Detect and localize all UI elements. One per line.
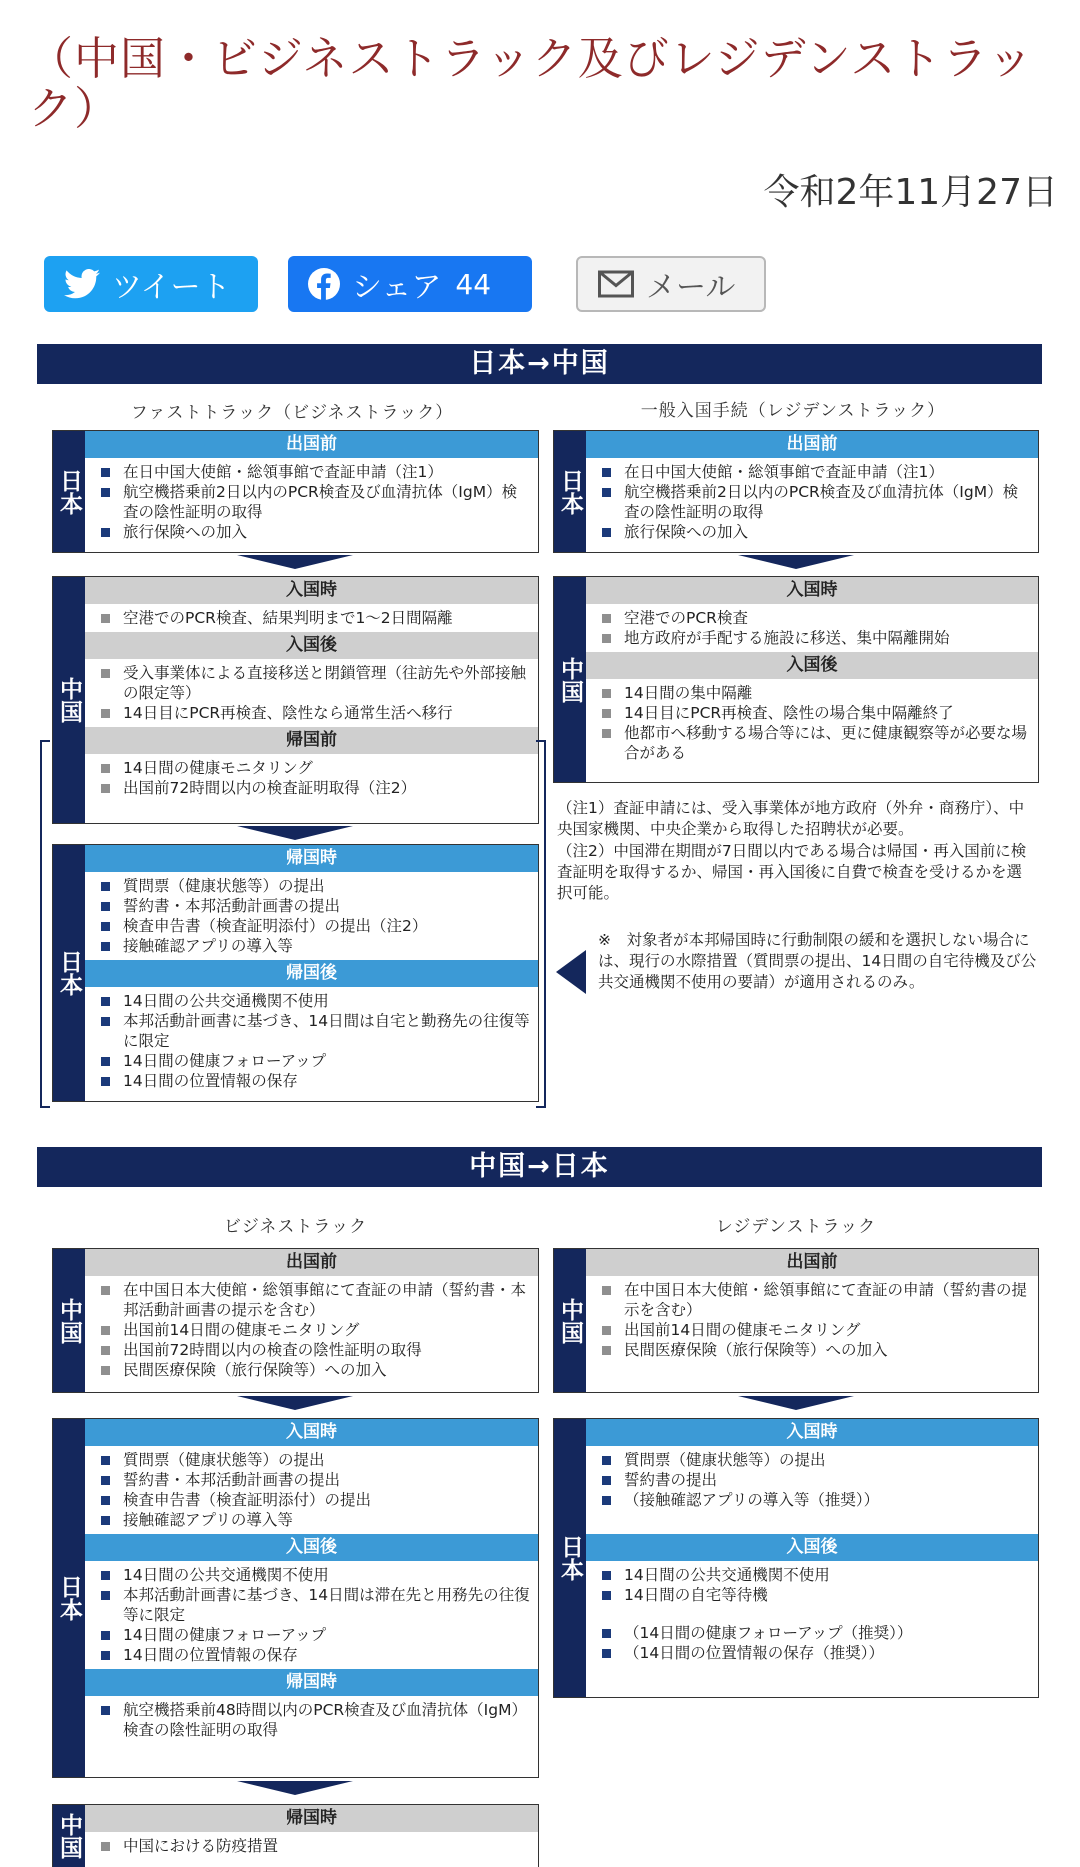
list-item: 誓約書・本邦活動計画書の提出: [99, 1470, 532, 1490]
side-label: 中国: [53, 577, 85, 823]
side-label: 中国: [554, 1249, 586, 1392]
section-header: 帰国時: [85, 845, 538, 872]
cj-right-china-before: [553, 1248, 1039, 1393]
section-header: 帰国時: [85, 1669, 538, 1696]
list-item: 誓約書・本邦活動計画書の提出: [99, 896, 532, 916]
list-item: 本邦活動計画書に基づき、14日間は滞在先と用務先の往復等に限定: [99, 1585, 532, 1625]
list-item: 質問票（健康状態等）の提出: [99, 1450, 532, 1470]
list-item: 出国前14日間の健康モニタリング: [99, 1320, 532, 1340]
list-item: 接触確認アプリの導入等: [99, 936, 532, 956]
list-item: 地方政府が手配する施設に移送、集中隔離開始: [600, 628, 1032, 648]
list-item: 旅行保険への加入: [600, 522, 1032, 542]
section-header: 出国前: [586, 431, 1038, 458]
list-item: 在日中国大使館・総領事館で査証申請（注1）: [600, 462, 1032, 482]
section-header: 入国時: [85, 1419, 538, 1446]
facebook-icon: [308, 268, 340, 300]
side-label: 日本: [53, 1419, 85, 1777]
remark: ※ 対象者が本邦帰国時に行動制限の緩和を選択しない場合には、現行の水際措置（質問票の提出、14日間の自宅待機及び公共交通機関不使用の要請）が適用されるのみ。: [598, 931, 1037, 991]
section-header: 入国後: [586, 652, 1038, 679]
list-item: 航空機搭乗前2日以内のPCR検査及び血清抗体（IgM）検査の陰性証明の取得: [99, 482, 532, 522]
mail-label: メール: [646, 270, 736, 305]
section-header: 入国後: [586, 1534, 1038, 1561]
facebook-share-button[interactable]: [288, 256, 532, 312]
list-item: 本邦活動計画書に基づき、14日間は自宅と勤務先の往復等に限定: [99, 1011, 532, 1051]
list-item: 14日間の公共交通機関不使用: [99, 1565, 532, 1585]
list-item: 14日間の位置情報の保存: [99, 1645, 532, 1665]
column-head-fast-track: ファストトラック（ビジネストラック）: [130, 403, 454, 423]
section-header: 帰国前: [85, 727, 538, 754]
list-item: 14日間の位置情報の保存: [99, 1071, 532, 1091]
list-item: 14日間の健康モニタリング: [99, 758, 532, 778]
section-header: 出国前: [85, 431, 538, 458]
list-item: 検査申告書（検査証明添付）の提出（注2）: [99, 916, 532, 936]
list-item: 14日間の公共交通機関不使用: [600, 1565, 1032, 1585]
section-header: 入国時: [586, 1419, 1038, 1446]
list-item: 民間医療保険（旅行保険等）への加入: [99, 1360, 532, 1380]
flow-arrow: [738, 555, 854, 569]
mail-button[interactable]: [576, 256, 766, 312]
flow-arrow: [237, 1781, 353, 1795]
jc-right-china: [553, 576, 1039, 783]
list-item: 在中国日本大使館・総領事館にて査証の申請（誓約書の提示を含む）: [600, 1280, 1032, 1320]
tweet-button[interactable]: [44, 256, 258, 312]
jc-left-china: [52, 576, 539, 824]
list-item: 空港でのPCR検査、結果判明まで1～2日間隔離: [99, 608, 532, 628]
list-item: 検査申告書（検査証明添付）の提出: [99, 1490, 532, 1510]
list-item: 14日目にPCR再検査、陰性の場合集中隔離終了: [600, 703, 1032, 723]
column-head-business-track: ビジネストラック: [223, 1217, 368, 1237]
side-label: 中国: [53, 1805, 85, 1867]
list-item: （接触確認アプリの導入等（推奨））: [600, 1490, 1032, 1510]
list-item: 質問票（健康状態等）の提出: [600, 1450, 1032, 1470]
list-item: 在中国日本大使館・総領事館にて査証の申請（誓約書・本邦活動計画書の提示を含む）: [99, 1280, 532, 1320]
list-item: 空港でのPCR検査: [600, 608, 1032, 628]
list-item: 中国における防疫措置: [99, 1836, 532, 1856]
section-header: 入国後: [85, 632, 538, 659]
section-header: 帰国後: [85, 960, 538, 987]
list-item: （14日間の位置情報の保存（推奨））: [600, 1643, 1032, 1663]
list-item: 受入事業体による直接移送と閉鎖管理（往訪先や外部接触の限定等）: [99, 663, 532, 703]
section-header: 入国時: [85, 577, 538, 604]
jc-left-japan-return: [52, 844, 539, 1102]
flow-arrow: [237, 826, 353, 840]
cj-left-china-return: [52, 1804, 539, 1867]
list-item: 14日間の自宅等待機: [600, 1585, 1032, 1605]
list-item: 14日間の集中隔離: [600, 683, 1032, 703]
side-label: 中国: [554, 577, 586, 782]
list-item: 質問票（健康状態等）の提出: [99, 876, 532, 896]
side-label: 中国: [53, 1249, 85, 1392]
flow-arrow: [738, 1396, 854, 1410]
footnote-1: （注1）査証申請には、受入事業体が地方政府（外弁・商務庁）、中央国家機関、中央企業から取得した招聘状が必要。: [557, 799, 1025, 838]
list-item: 他都市へ移動する場合等には、更に健康観察等が必要な場合がある: [600, 723, 1032, 763]
footnotes: [557, 798, 1037, 905]
list-item: （14日間の健康フォローアップ（推奨））: [600, 1623, 1032, 1643]
section-header: 入国後: [85, 1534, 538, 1561]
page-title: （中国・ビジネストラック及びレジデンストラック）: [28, 32, 1034, 135]
jc-left-japan-before: [52, 430, 539, 553]
bracket-right: [536, 740, 546, 1108]
cj-left-china-before: [52, 1248, 539, 1393]
list-item: 出国前72時間以内の検査証明取得（注2）: [99, 778, 532, 798]
list-item: 接触確認アプリの導入等: [99, 1510, 532, 1530]
section-banner-jp-to-cn: 日本→中国: [37, 344, 1042, 384]
list-item: 14日目にPCR再検査、陰性なら通常生活へ移行: [99, 703, 532, 723]
column-head-residence-track: 一般入国手続（レジデンストラック）: [640, 401, 946, 421]
tweet-label: ツイート: [112, 270, 231, 305]
left-arrow-icon: [556, 950, 586, 994]
footnote-2: （注2）中国滞在期間が7日間以内である場合は帰国・再入国前に検査証明を取得するか、帰国・再入国後に自費で検査を受けるかを選択可能。: [557, 842, 1027, 902]
flow-arrow: [237, 555, 353, 569]
side-label: 日本: [53, 845, 85, 1101]
side-label: 日本: [53, 431, 85, 552]
list-item: 民間医療保険（旅行保険等）への加入: [600, 1340, 1032, 1360]
list-item: 14日間の健康フォローアップ: [99, 1625, 532, 1645]
facebook-share-count: 44: [455, 267, 492, 301]
section-header: 出国前: [85, 1249, 538, 1276]
section-header: 帰国時: [85, 1805, 538, 1832]
list-item: 14日間の公共交通機関不使用: [99, 991, 532, 1011]
cj-left-japan: [52, 1418, 539, 1778]
side-label: 日本: [554, 431, 586, 552]
list-item: 誓約書の提出: [600, 1470, 1032, 1490]
list-item: 出国前14日間の健康モニタリング: [600, 1320, 1032, 1340]
list-item: 旅行保険への加入: [99, 522, 532, 542]
facebook-share-label: シェア: [352, 270, 442, 305]
side-label: 日本: [554, 1419, 586, 1697]
section-header: 入国時: [586, 577, 1038, 604]
column-head-residence-track: レジデンストラック: [715, 1217, 877, 1237]
section-header: 出国前: [586, 1249, 1038, 1276]
bracket-left: [40, 740, 50, 1108]
cj-right-japan: [553, 1418, 1039, 1698]
section-banner-cn-to-jp: 中国→日本: [37, 1147, 1042, 1187]
list-item: 航空機搭乗前48時間以内のPCR検査及び血清抗体（IgM）検査の陰性証明の取得: [99, 1700, 532, 1740]
list-item: 出国前72時間以内の検査の陰性証明の取得: [99, 1340, 532, 1360]
flow-arrow: [237, 1396, 353, 1410]
jc-right-japan-before: [553, 430, 1039, 553]
twitter-bird-icon: [64, 269, 100, 299]
mail-icon: [598, 270, 634, 298]
publish-date: 令和2年11月27日: [763, 172, 1058, 213]
list-item: 在日中国大使館・総領事館で査証申請（注1）: [99, 462, 532, 482]
list-item: 14日間の健康フォローアップ: [99, 1051, 532, 1071]
list-item: 航空機搭乗前2日以内のPCR検査及び血清抗体（IgM）検査の陰性証明の取得: [600, 482, 1032, 522]
